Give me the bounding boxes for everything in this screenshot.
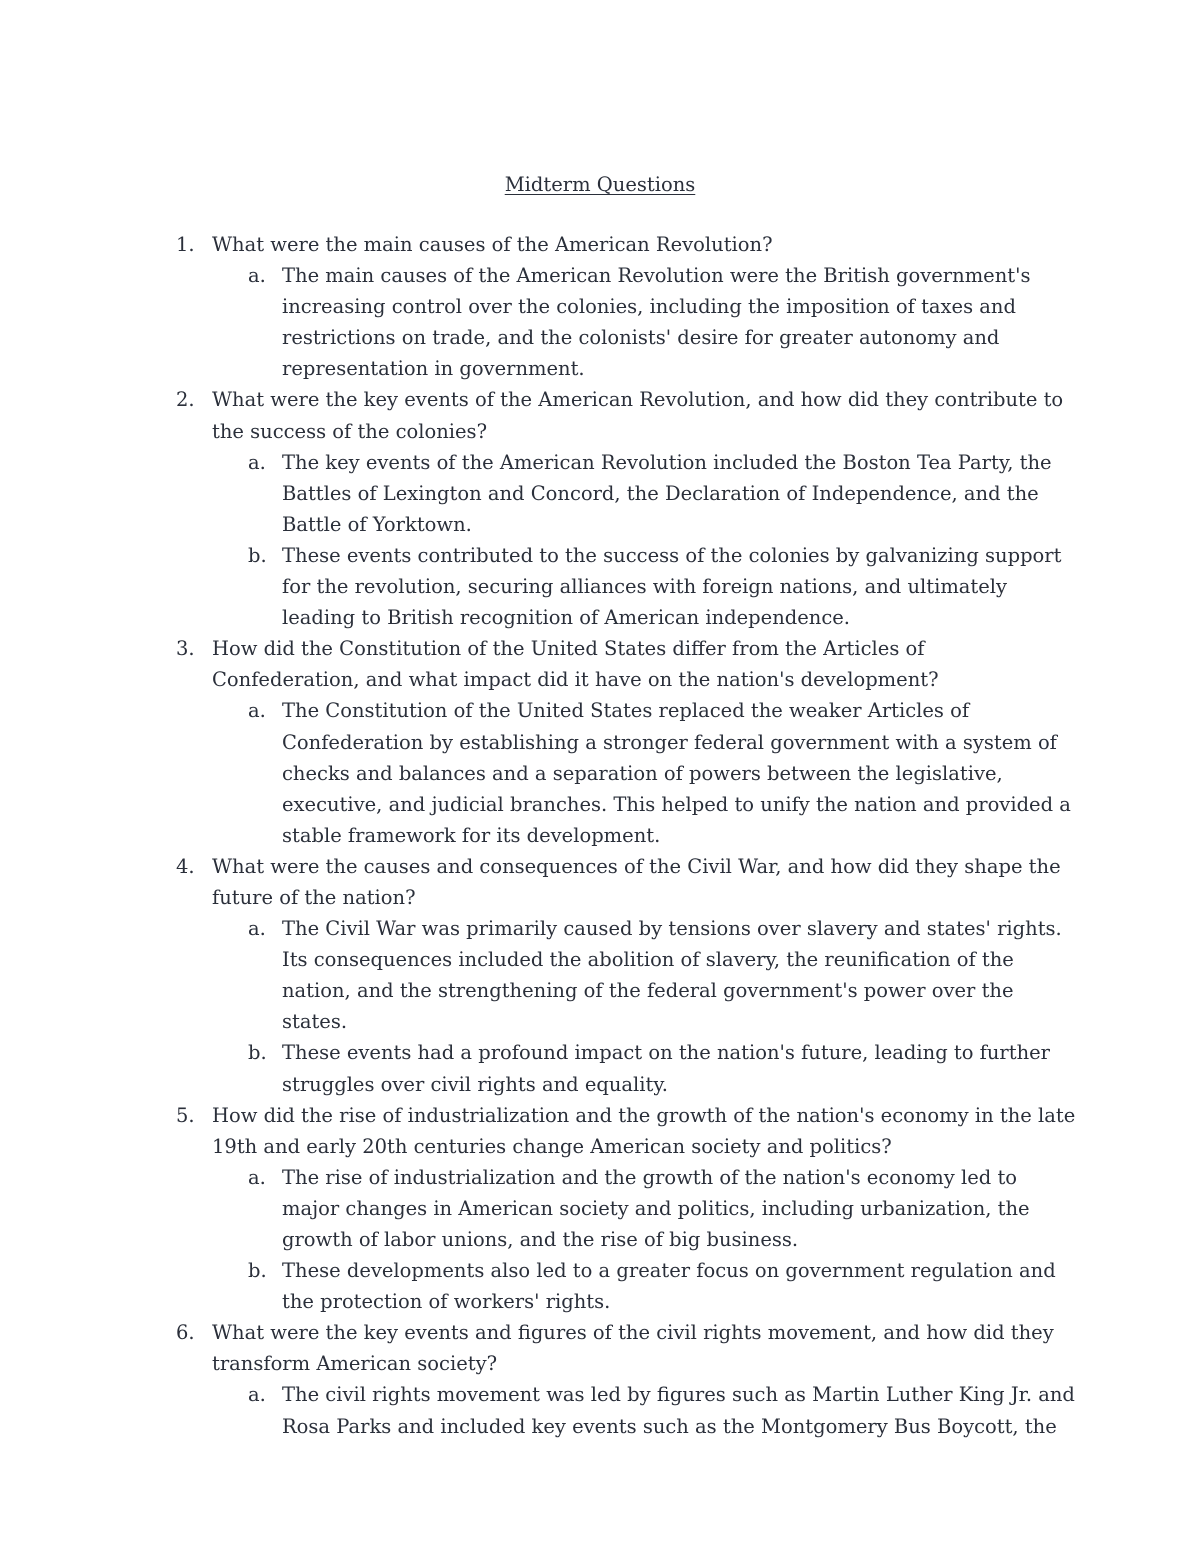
question-2 xyxy=(176,384,1076,446)
answer-1a xyxy=(176,260,1076,384)
answer-5a xyxy=(176,1162,1076,1255)
answer-2a xyxy=(176,447,1076,540)
page-title: Midterm Questions xyxy=(504,173,696,196)
question-list xyxy=(176,229,1076,1442)
question-text: How did the Constitution of the United States differ from the Articles of Confederation, and what impact did it have on the nation's development? xyxy=(212,637,939,692)
answer-4b xyxy=(176,1037,1076,1099)
question-6 xyxy=(176,1317,1076,1379)
answer-5b xyxy=(176,1255,1076,1317)
answer-letter: a. xyxy=(248,917,266,941)
question-number: 6. xyxy=(176,1321,195,1345)
answer-6a xyxy=(176,1379,1076,1441)
answer-letter: a. xyxy=(248,1383,266,1407)
question-number: 1. xyxy=(176,233,195,256)
answer-text: The rise of industrialization and the growth of the nation's economy led to major changes in American society and politics, including urbanization, the growth of labor unions, and the rise of big business. xyxy=(282,1165,1030,1251)
answer-letter: a. xyxy=(248,450,266,474)
answer-text: The Constitution of the United States replaced the weaker Articles of Confederation by establishing a stronger federal government with a system of checks and balances and a separation of powers between the legislative, executive, and judicial branches. This helped to unify the nation and provided a stable framework for its development. xyxy=(282,699,1071,847)
question-text: What were the key events and figures of the civil rights movement, and how did they transform American society? xyxy=(212,1321,1054,1376)
question-text: What were the causes and consequences of the Civil War, and how did they shape the future of the nation? xyxy=(212,854,1061,909)
answer-4a xyxy=(176,913,1076,1037)
question-number: 5. xyxy=(176,1103,195,1127)
question-1 xyxy=(176,229,1076,260)
answer-letter: a. xyxy=(248,1165,266,1189)
answer-text: These events contributed to the success of the colonies by galvanizing support for the revolution, securing alliances with foreign nations, and ultimately leading to British recognition of American independence. xyxy=(282,543,1062,630)
question-5 xyxy=(176,1100,1076,1162)
answer-text: These events had a profound impact on the nation's future, leading to further struggles over civil rights and equality. xyxy=(282,1041,1051,1096)
answer-2b xyxy=(176,540,1076,633)
question-number: 3. xyxy=(176,637,195,661)
answer-text: The key events of the American Revolution included the Boston Tea Party, the Battles of Lexington and Concord, the Declaration of Independence, and the Battle of Yorktown. xyxy=(282,450,1052,536)
answer-letter: a. xyxy=(248,699,266,723)
answer-text: These developments also led to a greater focus on government regulation and the protection of workers' rights. xyxy=(282,1259,1056,1314)
question-text: What were the main causes of the American Revolution? xyxy=(212,233,773,256)
question-number: 2. xyxy=(176,388,195,412)
question-text: What were the key events of the American Revolution, and how did they contribute to the success of the colonies? xyxy=(212,388,1064,443)
answer-text: The civil rights movement was led by figures such as Martin Luther King Jr. and Rosa Parks and included key events such as the Montgomery Bus Boycott, the xyxy=(282,1383,1075,1438)
answer-letter: b. xyxy=(248,543,267,567)
answer-letter: b. xyxy=(248,1259,267,1283)
answer-text: The Civil War was primarily caused by tensions over slavery and states' rights. Its consequences included the abolition of slavery, the reunification of the nation, and the strengthening of the federal government's power over the states. xyxy=(282,917,1062,1034)
question-text: How did the rise of industrialization and the growth of the nation's economy in the late 19th and early 20th centuries change American society and politics? xyxy=(212,1103,1076,1158)
question-3 xyxy=(176,633,1076,695)
answer-letter: b. xyxy=(248,1041,267,1065)
answer-letter: a. xyxy=(248,264,266,288)
answer-3a xyxy=(176,695,1076,850)
question-number: 4. xyxy=(176,854,195,878)
question-4 xyxy=(176,851,1076,913)
answer-text: The main causes of the American Revolution were the British government's increasing control over the colonies, including the imposition of taxes and restrictions on trade, and the colonists' desire for greater autonomy and representation in government. xyxy=(282,264,1031,381)
